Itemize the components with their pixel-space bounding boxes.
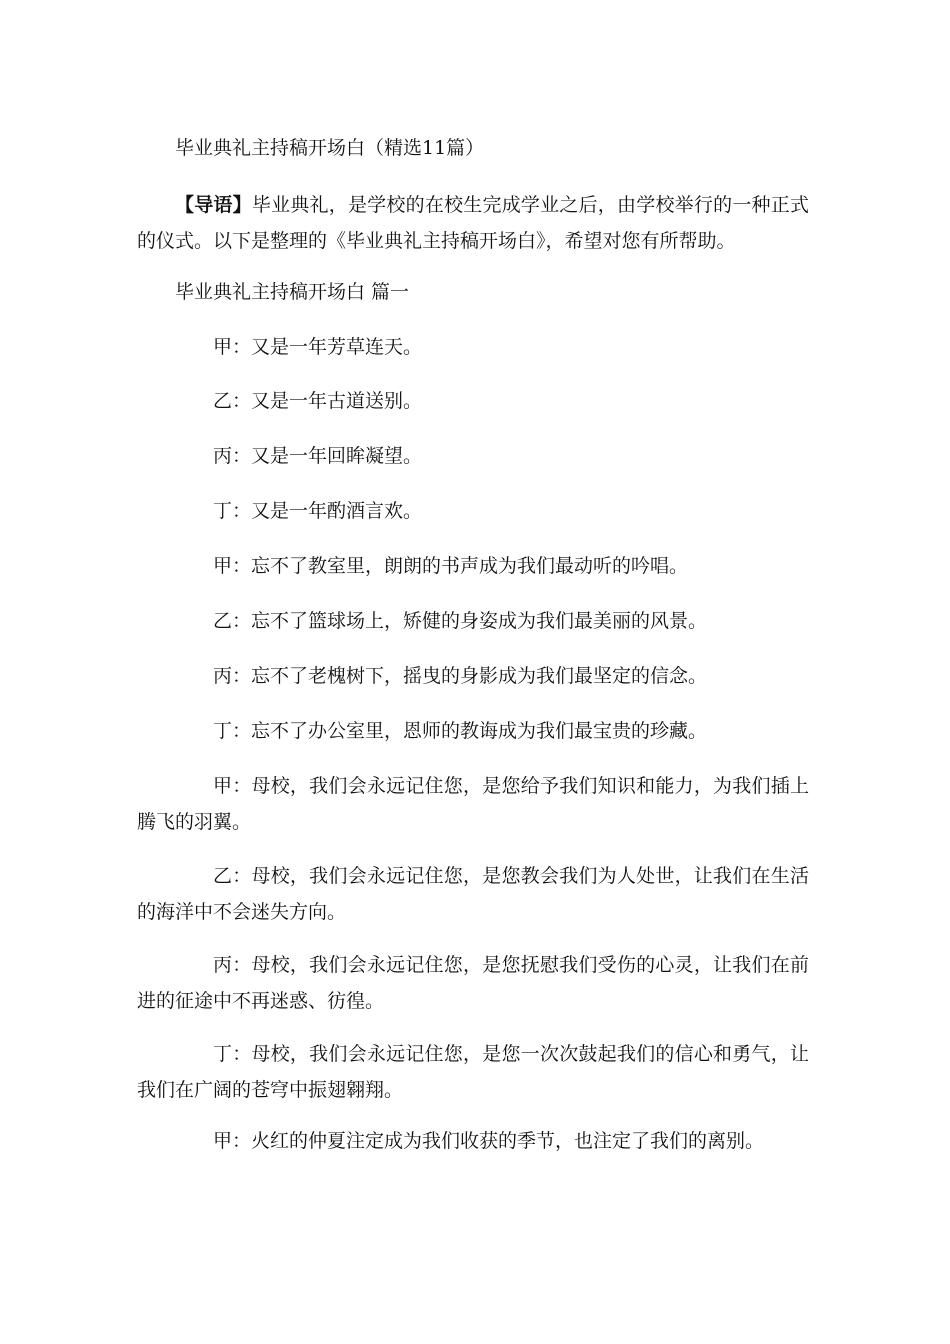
document-title: 毕业典礼主持稿开场白（精选11篇） [175,137,485,159]
intro-text: 毕业典礼，是学校的在校生完成学业之后，由学校举行的一种正式的仪式。以下是整理的《毕业典礼主持稿开场白》，希望对您有所帮助。 [137,194,809,252]
dialogue-line: 丁：又是一年酌酒言欢。 [213,500,423,522]
intro-label: 【导语】 [175,194,252,216]
dialogue-line: 乙：又是一年古道送别。 [213,390,423,412]
dialogue-line: 丙：忘不了老槐树下，摇曳的身影成为我们最坚定的信念。 [213,665,708,687]
intro-paragraph [137,187,809,259]
dialogue-line: 甲：又是一年芳草连天。 [213,336,423,358]
dialogue-paragraph: 丙：母校，我们会永远记住您，是您抚慰我们受伤的心灵，让我们在前进的征途中不再迷惑、彷徨。 [137,954,809,1012]
dialogue-line: 乙：忘不了篮球场上，矫健的身姿成为我们最美丽的风景。 [213,610,708,632]
dialogue-paragraph: 丁：母校，我们会永远记住您，是您一次次鼓起我们的信心和勇气，让我们在广阔的苍穹中振翅翱翔。 [137,1043,809,1101]
dialogue-line: 甲：火红的仲夏注定成为我们收获的季节，也注定了我们的离别。 [213,1130,765,1152]
dialogue-paragraph: 甲：母校，我们会永远记住您，是您给予我们知识和能力，为我们插上腾飞的羽翼。 [137,775,809,833]
section-heading: 毕业典礼主持稿开场白 篇一 [175,281,410,303]
dialogue-paragraph: 乙：母校，我们会永远记住您，是您教会我们为人处世，让我们在生活的海洋中不会迷失方向。 [137,865,809,923]
dialogue-line: 甲：忘不了教室里，朗朗的书声成为我们最动听的吟唱。 [213,555,689,577]
dialogue-line: 丁：忘不了办公室里，恩师的教诲成为我们最宝贵的珍藏。 [213,720,708,742]
dialogue-line: 丙：又是一年回眸凝望。 [213,445,423,467]
